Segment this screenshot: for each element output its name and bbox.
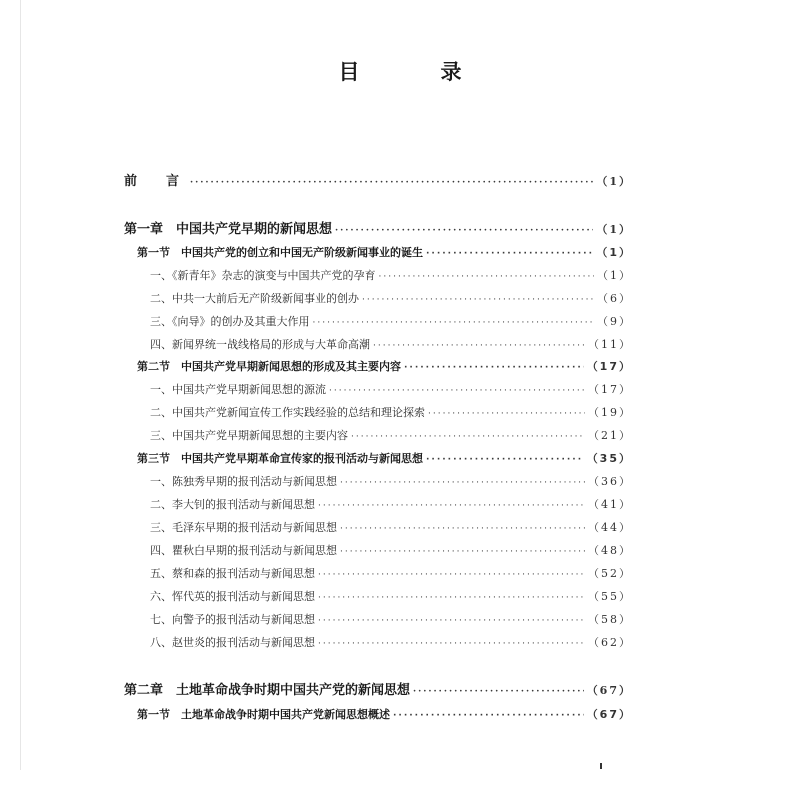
dot-leader [393,706,584,726]
toc-entry-section [137,357,632,377]
dot-leader [351,427,585,447]
toc-entry-page: （67） [586,708,632,721]
toc-entry-page: （1） [596,175,632,188]
page-mark [600,763,602,769]
toc-entry-label: 前 言 [124,174,188,189]
dot-leader [318,496,585,516]
dot-leader [340,542,585,562]
toc-entry-label: 一、中国共产党早期新闻思想的源流 [150,383,326,396]
toc-entry-label: 二、中共一大前后无产阶级新闻事业的创办 [150,292,359,305]
toc-entry-item [150,518,632,538]
toc-entry-page: （11） [588,338,632,351]
toc-entry-page: （1） [596,246,632,259]
dot-leader [318,565,585,585]
dot-leader [318,611,585,631]
toc-entry-page: （1） [597,269,632,282]
dot-leader [426,450,584,470]
toc-entry-page: （44） [588,521,632,534]
toc-entry-page: （17） [588,383,632,396]
dot-leader [318,634,585,654]
toc-entry-label: 第一章 中国共产党早期的新闻思想 [124,222,333,237]
page-edge [20,0,21,770]
toc-entry-chapter-1 [124,220,632,240]
dot-leader [413,682,584,702]
dot-leader [340,519,585,539]
toc-entry-page: （62） [588,636,632,649]
dot-leader [335,221,593,241]
page-title: 目 录 [338,59,492,84]
toc-entry-page: （67） [586,684,632,697]
toc-entry-item [150,472,632,492]
dot-leader [428,404,585,424]
dot-leader [362,290,594,310]
toc-entry-label: 第一节 土地革命战争时期中国共产党新闻思想概述 [137,708,390,721]
toc-entry-item [150,495,632,515]
toc-entry-item [150,335,632,355]
toc-entry-label: 二、李大钊的报刊活动与新闻思想 [150,498,315,511]
toc-entry-label: 三、《向导》的创办及其重大作用 [150,315,310,328]
toc-entry-label: 一、陈独秀早期的报刊活动与新闻思想 [150,475,337,488]
dot-leader [426,244,593,264]
dot-leader [313,313,595,333]
toc-entry-label: 一、《新青年》杂志的演变与中国共产党的孕育 [150,269,376,282]
toc-entry-label: 三、中国共产党早期新闻思想的主要内容 [150,429,348,442]
toc-entry-label: 第二章 土地革命战争时期中国共产党的新闻思想 [124,683,411,698]
toc-entry-label: 第一节 中国共产党的创立和中国无产阶级新闻事业的诞生 [137,246,423,259]
toc-entry-label: 第三节 中国共产党早期革命宣传家的报刊活动与新闻思想 [137,452,423,465]
toc-entry-chapter-2 [124,681,632,701]
toc-entry-page: （6） [597,292,632,305]
toc-entry-item [150,633,632,653]
toc-entry-page: （48） [588,544,632,557]
toc-entry-page: （52） [588,567,632,580]
toc-entry-label: 三、毛泽东早期的报刊活动与新闻思想 [150,521,337,534]
toc-entry-section [137,705,632,725]
toc-entry-preface [124,172,632,192]
toc-entry-item [150,403,632,423]
toc-entry-label: 七、向警予的报刊活动与新闻思想 [150,613,315,626]
toc-entry-page: （19） [588,406,632,419]
toc-entry-item [150,587,632,607]
toc-entry-page: （55） [588,590,632,603]
dot-leader [329,381,585,401]
toc-entry-item [150,266,632,286]
toc-entry-label: 二、中国共产党新闻宣传工作实践经验的总结和理论探索 [150,406,425,419]
toc-entry-label: 四、瞿秋白早期的报刊活动与新闻思想 [150,544,337,557]
dot-leader [340,473,585,493]
dot-leader [190,173,593,193]
toc-entry-label: 第二节 中国共产党早期新闻思想的形成及其主要内容 [137,360,401,373]
dot-leader [373,336,585,356]
toc-entry-label: 五、蔡和森的报刊活动与新闻思想 [150,567,315,580]
toc-entry-label: 四、新闻界统一战线格局的形成与大革命高潮 [150,338,370,351]
toc-entry-page: （21） [588,429,632,442]
toc-entry-section [137,243,632,263]
toc-entry-item [150,289,632,309]
toc-entry-section [137,449,632,469]
toc-entry-page: （41） [588,498,632,511]
dot-leader [318,588,585,608]
dot-leader [379,267,595,287]
toc-entry-item [150,380,632,400]
toc-entry-item [150,312,632,332]
dot-leader [404,358,584,378]
toc-entry-page: （35） [586,452,632,465]
toc-entry-item [150,541,632,561]
toc-entry-item [150,426,632,446]
toc-entry-page: （17） [586,360,632,373]
toc-entry-page: （1） [596,223,632,236]
toc-entry-page: （9） [597,315,632,328]
toc-entry-page: （58） [588,613,632,626]
toc-entry-page: （36） [588,475,632,488]
toc-entry-label: 八、赵世炎的报刊活动与新闻思想 [150,636,315,649]
toc-entry-label: 六、恽代英的报刊活动与新闻思想 [150,590,315,603]
toc-entry-item [150,610,632,630]
toc-entry-item [150,564,632,584]
